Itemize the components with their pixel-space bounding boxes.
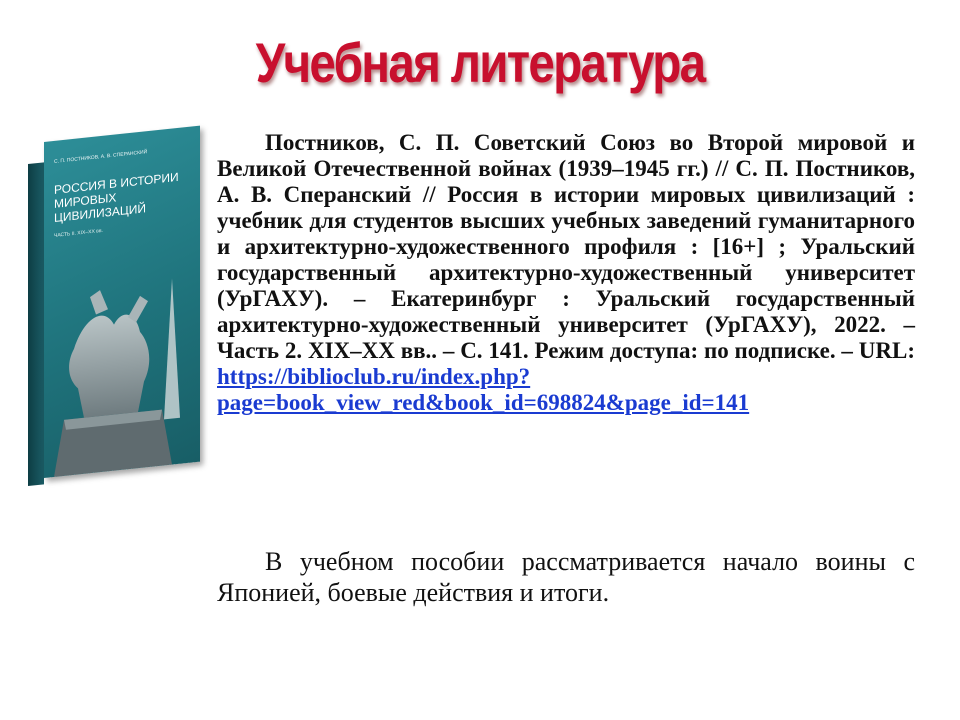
citation-url-link[interactable]: https://biblioclub.ru/index.php?page=book_view_red&book_id=698824&page_id=141 xyxy=(217,364,750,415)
book-description: В учебном пособии рассматривается начало воины с Японией, боевые действия и итоги. xyxy=(217,547,915,607)
monument-illustration xyxy=(44,266,200,478)
book-front xyxy=(44,126,200,478)
book-title: РОССИЯ В ИСТОРИИ МИРОВЫХ ЦИВИЛИЗАЦИЙ xyxy=(54,169,179,225)
slide-title: Учебная литература xyxy=(255,31,705,94)
book-cover-image xyxy=(28,142,200,486)
book-spine xyxy=(28,162,44,486)
citation-text: Постников, С. П. Советский Союз во Второй мировой и Великой Отечественной войнах (1939–1945 гг.) // С. П. Постников, А. В. Сперанский // Россия в истории мировых цивилизаций : учебник для студентов высших учебных заведений гуманитарного и архитектурно-художественного профиля : [16+] ; Уральский государственный архитектурно-художественный университет (УрГАХУ). – Екатеринбург : Уральский государственный архитектурно-художественный университет (УрГАХУ), 2022. – Часть 2. XIX–XX вв.. – С. 141. Режим доступа: по подписке. – URL: xyxy=(217,130,915,363)
book-authors: С. П. ПОСТНИКОВ, А. В. СПЕРАНСКИЙ xyxy=(54,149,148,165)
book-part: ЧАСТЬ II. XIX–XX вв. xyxy=(54,227,103,239)
bibliographic-citation xyxy=(217,130,915,416)
